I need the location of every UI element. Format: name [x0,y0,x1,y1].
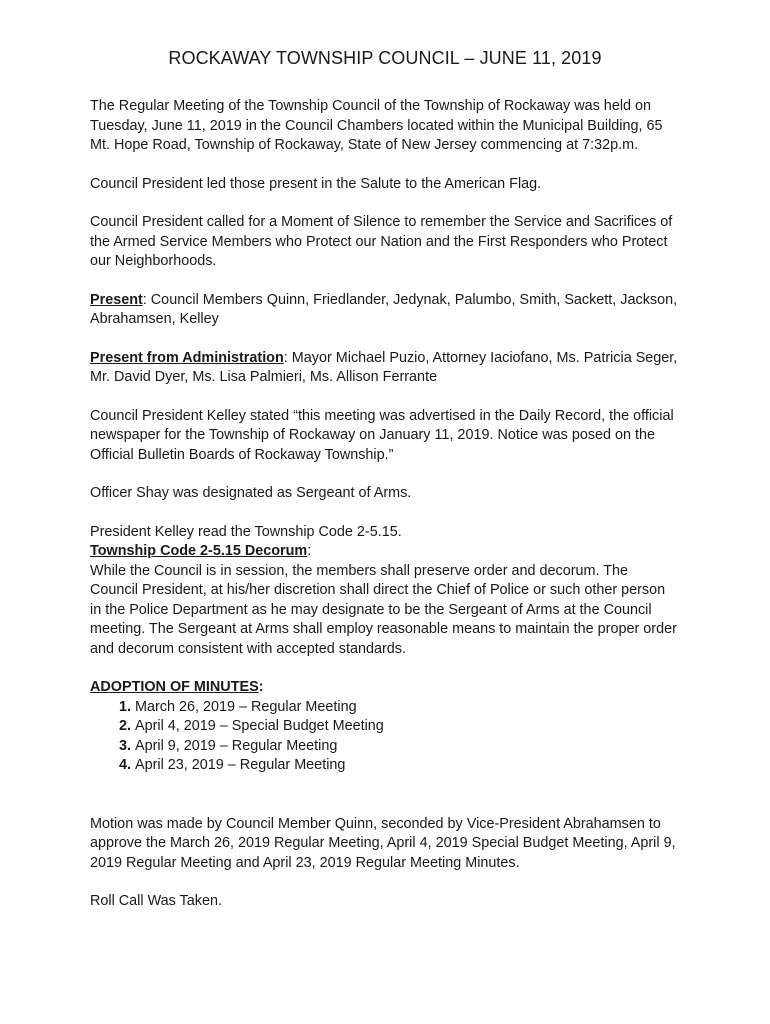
code-label: Township Code 2-5.15 Decorum [90,543,308,559]
administration-paragraph [90,349,680,388]
code-colon: : [307,543,312,559]
list-item: 3. April 9, 2019 – Regular Meeting [135,737,680,757]
minutes-list [90,698,680,776]
roll-call-paragraph: Roll Call Was Taken. [90,893,222,909]
motion-paragraph: Motion was made by Council Member Quinn, seconded by Vice-President Abrahamsen to approve the March 26, 2019 Regular Meeting, April 4, 2019 Special Budget Meeting, April 9, 2019 Regular Meeting and April 23, 2019 Regular Meeting Minutes. [90,815,676,871]
intro-paragraph: The Regular Meeting of the Township Council of the Township of Rockaway was held on Tuesday, June 11, 2019 in the Council Chambers located within the Municipal Building, 65 Mt. Hope Road, Township of Rockaway, State of New Jersey commencing at 7:32p.m. [90,98,663,153]
list-item: 1. March 26, 2019 – Regular Meeting [135,698,680,718]
list-item: 4. April 23, 2019 – Regular Meeting [135,756,680,776]
present-members: : Council Members Quinn, Friedlander, Jedynak, Palumbo, Smith, Sackett, Jackson, Abrahamsen, Kelley [90,291,678,327]
present-paragraph [90,291,680,330]
code-read-line: President Kelley read the Township Code 2-5.15. [90,523,402,540]
decorum-paragraph: While the Council is in session, the members shall preserve order and decorum. The Council President, at his/her discretion shall direct the Chief of Police or such other person in the Police Department as he may designate to be the Sergeant of Arms at the Council meeting. The Sergeant at Arms shall employ reasonable means to maintain the proper order and decorum consistent with accepted standards. [90,562,677,657]
present-label: Present [90,291,143,308]
administration-label: Present from Administration [90,349,284,366]
minutes-colon: : [258,679,264,695]
list-item: 2. April 4, 2019 – Special Budget Meeting [135,717,680,737]
administration-members: : Mayor Michael Puzio, Attorney Iaciofano, Ms. Patricia Seger, Mr. David Dyer, Ms. Lisa Palmieri, Ms. Allison Ferrante [90,349,678,385]
minutes-heading-line [90,678,680,698]
advertised-paragraph: Council President Kelley stated “this meeting was advertised in the Daily Record, the official newspaper for the Township of Rockaway on January 11, 2019. Notice was posed on the Official Bulletin Boards of Rockaway Township.” [90,407,674,463]
silence-paragraph: Council President called for a Moment of Silence to remember the Service and Sacrifices of the Armed Service Members who Protect our Nation and the First Responders who Protect our Neighborhoods. [90,214,673,269]
code-heading-line [90,542,680,562]
sergeant-paragraph: Officer Shay was designated as Sergeant of Arms. [90,485,412,501]
salute-paragraph: Council President led those present in the Salute to the American Flag. [90,175,542,192]
minutes-heading: ADOPTION OF MINUTES [90,679,259,695]
page-title: ROCKAWAY TOWNSHIP COUNCIL – JUNE 11, 2019 [168,48,602,68]
